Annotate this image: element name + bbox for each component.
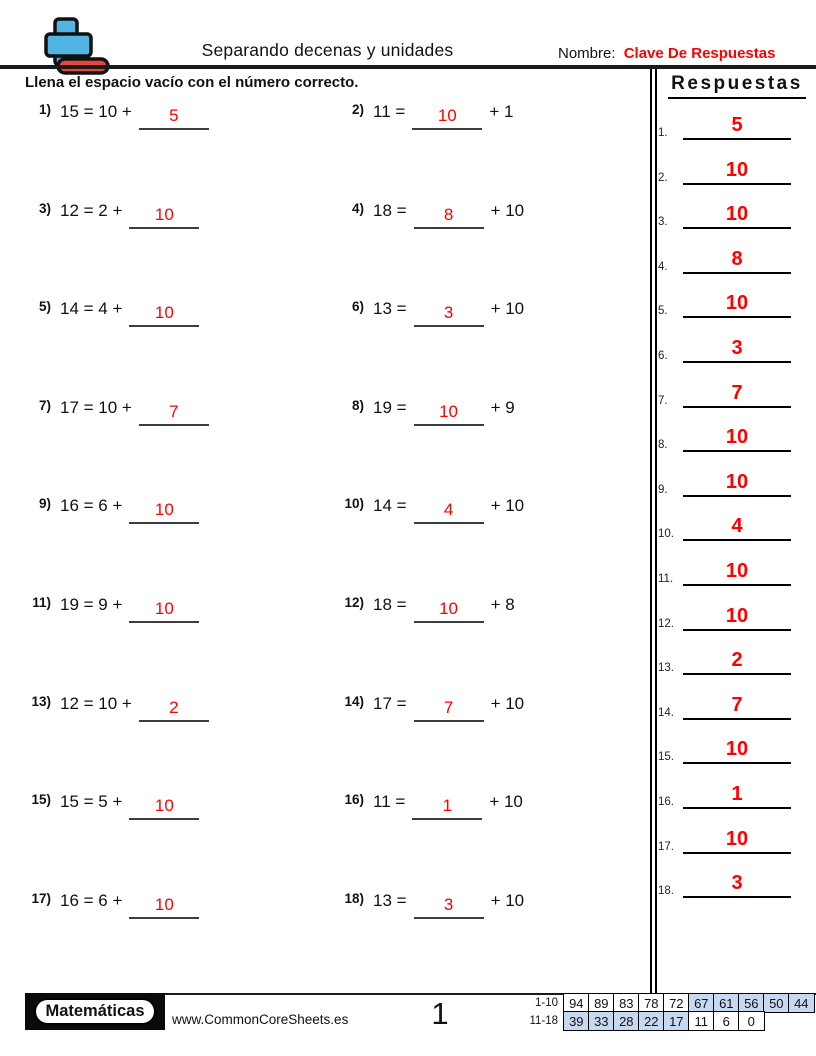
equation-left: 16 = 6 + xyxy=(60,496,123,515)
problem-number: 15) xyxy=(31,792,51,807)
score-cell: 61 xyxy=(713,993,740,1013)
answer-line xyxy=(683,378,791,408)
answer-row xyxy=(658,469,808,497)
score-range-label: 1-10 xyxy=(534,997,558,1009)
problem-item xyxy=(338,693,524,722)
score-cell: 0 xyxy=(738,1011,765,1031)
equation-left: 15 = 5 + xyxy=(60,792,123,811)
equation-left: 14 = xyxy=(373,496,407,515)
answer-number: 10. xyxy=(658,528,674,540)
answer-value: 10 xyxy=(725,605,749,627)
equation-right: + 10 xyxy=(490,694,525,713)
brand-box xyxy=(25,993,165,1030)
problem-item xyxy=(25,693,216,722)
answer-row xyxy=(658,380,808,408)
answer-blank xyxy=(412,101,482,130)
answer-number: 3. xyxy=(658,216,668,228)
answer-line xyxy=(683,288,791,318)
problem-item xyxy=(25,200,206,229)
score-cells xyxy=(563,993,815,1013)
score-cell: 44 xyxy=(788,993,815,1013)
answer-row xyxy=(658,424,808,452)
blank-answer-value: 10 xyxy=(154,599,174,618)
problem-number: 13) xyxy=(31,694,51,709)
answer-value: 10 xyxy=(725,471,749,493)
answer-value: 1 xyxy=(731,783,743,805)
brand-label: Matemáticas xyxy=(34,998,155,1025)
answer-number: 14. xyxy=(658,707,674,719)
answer-number: 13. xyxy=(658,662,674,674)
answer-value: 10 xyxy=(725,560,749,582)
website-text: www.CommonCoreSheets.es xyxy=(172,1012,349,1027)
score-cell: 89 xyxy=(588,993,615,1013)
problem-item xyxy=(25,101,216,130)
equation-right: + 10 xyxy=(490,201,525,220)
problem-number: 18) xyxy=(344,891,364,906)
answer-blank xyxy=(139,101,209,130)
answer-number: 2. xyxy=(658,172,668,184)
equation-left: 13 = xyxy=(373,891,407,910)
answer-value: 10 xyxy=(725,203,749,225)
answer-blank xyxy=(414,200,484,229)
score-cell: 39 xyxy=(563,1011,590,1031)
header-divider xyxy=(0,65,816,69)
page-number: 1 xyxy=(431,996,449,1031)
answer-number: 15. xyxy=(658,751,674,763)
score-cell: 67 xyxy=(688,993,715,1013)
answer-number: 6. xyxy=(658,350,668,362)
answer-blank xyxy=(129,495,199,524)
equation-left: 12 = 2 + xyxy=(60,201,123,220)
blank-answer-value: 10 xyxy=(154,205,174,224)
problem-number: 6) xyxy=(351,299,364,314)
equation-left: 16 = 6 + xyxy=(60,891,123,910)
answer-value: 4 xyxy=(731,515,743,537)
score-cell: 11 xyxy=(688,1011,715,1031)
equation-left: 17 = xyxy=(373,694,407,713)
answer-row xyxy=(658,558,808,586)
answer-blank xyxy=(414,495,484,524)
problem-item xyxy=(338,397,515,426)
answer-row xyxy=(658,603,808,631)
answer-value: 3 xyxy=(731,337,743,359)
problem-number: 14) xyxy=(344,694,364,709)
answer-number: 5. xyxy=(658,305,668,317)
equation-left: 19 = xyxy=(373,398,407,417)
answer-value: 5 xyxy=(731,114,743,136)
blank-answer-value: 5 xyxy=(169,106,179,125)
blank-answer-value: 10 xyxy=(154,303,174,322)
answer-number: 17. xyxy=(658,841,674,853)
answer-line xyxy=(683,244,791,274)
problem-item xyxy=(25,397,216,426)
answers-panel-header xyxy=(658,73,816,99)
equation-left: 18 = xyxy=(373,595,407,614)
answer-blank xyxy=(412,791,482,820)
problem-number: 9) xyxy=(38,496,51,511)
answer-value: 7 xyxy=(731,694,743,716)
answer-line xyxy=(683,779,791,809)
answer-row xyxy=(658,781,808,809)
blank-answer-value: 3 xyxy=(443,895,454,914)
answer-line xyxy=(683,199,791,229)
equation-left: 14 = 4 + xyxy=(60,299,123,318)
answer-number: 11. xyxy=(658,573,674,585)
equation-left: 19 = 9 + xyxy=(60,595,123,614)
answer-blank xyxy=(139,397,209,426)
problem-item xyxy=(25,594,206,623)
score-cell: 6 xyxy=(713,1011,740,1031)
equation-left: 18 = xyxy=(373,201,407,220)
problem-item xyxy=(25,495,206,524)
score-cell: 72 xyxy=(663,993,690,1013)
answer-blank xyxy=(414,693,484,722)
answer-blank xyxy=(129,200,199,229)
answer-line xyxy=(683,734,791,764)
answer-value: 10 xyxy=(725,828,749,850)
answers-panel-title: Respuestas xyxy=(668,73,806,99)
answer-blank xyxy=(414,890,484,919)
answer-number: 12. xyxy=(658,618,674,630)
equation-left: 15 = 10 + xyxy=(60,102,132,121)
score-cell: 17 xyxy=(663,1011,690,1031)
answer-blank xyxy=(129,594,199,623)
problem-number: 1) xyxy=(38,102,51,117)
blank-answer-value: 10 xyxy=(439,402,459,421)
blank-answer-value: 10 xyxy=(154,500,174,519)
answer-key-label: Clave De Respuestas xyxy=(623,45,776,62)
problem-item xyxy=(338,495,524,524)
blank-answer-value: 8 xyxy=(443,205,454,224)
problem-number: 5) xyxy=(38,299,51,314)
equation-left: 11 = xyxy=(373,792,406,811)
problem-number: 16) xyxy=(344,792,364,807)
equation-right: + 10 xyxy=(489,792,523,811)
blank-answer-value: 4 xyxy=(443,500,454,519)
problem-number: 3) xyxy=(38,201,51,216)
answer-value: 10 xyxy=(725,292,749,314)
equation-right: + 9 xyxy=(490,398,515,417)
answer-row xyxy=(658,335,808,363)
blank-answer-value: 10 xyxy=(437,106,457,125)
score-table xyxy=(470,993,815,1031)
answer-line xyxy=(683,155,791,185)
answer-blank xyxy=(414,594,484,623)
answer-line xyxy=(683,868,791,898)
answer-blank xyxy=(414,298,484,327)
equation-right: + 10 xyxy=(490,891,525,910)
answer-number: 7. xyxy=(658,395,668,407)
answer-line xyxy=(683,422,791,452)
score-cell: 22 xyxy=(638,1011,665,1031)
answer-row xyxy=(658,513,808,541)
equation-right: + 10 xyxy=(490,299,525,318)
score-cell: 56 xyxy=(738,993,765,1013)
problem-number: 10) xyxy=(344,496,364,511)
answer-line xyxy=(683,556,791,586)
equation-right: + 8 xyxy=(490,595,515,614)
equation-left: 11 = xyxy=(373,102,406,121)
blank-answer-value: 7 xyxy=(443,698,454,717)
problem-number: 8) xyxy=(351,398,364,413)
answer-line xyxy=(683,110,791,140)
equation-left: 13 = xyxy=(373,299,407,318)
answer-row xyxy=(658,870,808,898)
blank-answer-value: 3 xyxy=(443,303,454,322)
answer-line xyxy=(683,511,791,541)
equation-left: 17 = 10 + xyxy=(60,398,132,417)
answer-number: 1. xyxy=(658,127,668,139)
score-cell: 28 xyxy=(613,1011,640,1031)
instruction-text: Llena el espacio vacío con el número correcto. xyxy=(25,74,359,91)
problem-item xyxy=(338,200,524,229)
blank-answer-value: 2 xyxy=(169,698,179,717)
answer-number: 8. xyxy=(658,439,668,451)
blank-answer-value: 10 xyxy=(439,599,459,618)
answer-row xyxy=(658,826,808,854)
score-cell: 78 xyxy=(638,993,665,1013)
answer-line xyxy=(683,333,791,363)
answer-number: 16. xyxy=(658,796,674,808)
equation-right: + 1 xyxy=(489,102,514,121)
problem-item xyxy=(338,791,523,820)
blank-answer-value: 10 xyxy=(154,895,174,914)
score-row xyxy=(470,993,815,1013)
equation-left: 12 = 10 + xyxy=(60,694,132,713)
answer-number: 4. xyxy=(658,261,668,273)
answer-line xyxy=(683,467,791,497)
score-cell: 94 xyxy=(563,993,590,1013)
blank-answer-value: 1 xyxy=(442,796,453,815)
answer-row xyxy=(658,290,808,318)
answer-row xyxy=(658,112,808,140)
answer-blank xyxy=(129,298,199,327)
problem-item xyxy=(25,298,206,327)
answer-blank xyxy=(139,693,209,722)
problem-item xyxy=(338,101,513,130)
problem-item xyxy=(25,791,206,820)
equation-right: + 10 xyxy=(490,496,525,515)
answers-panel-divider xyxy=(650,69,657,993)
blank-answer-value: 7 xyxy=(169,402,179,421)
answer-line xyxy=(683,824,791,854)
answer-value: 10 xyxy=(725,738,749,760)
problem-item xyxy=(25,890,206,919)
score-row xyxy=(470,1011,815,1031)
problem-item xyxy=(338,594,515,623)
answer-row xyxy=(658,736,808,764)
problem-number: 11) xyxy=(32,595,51,610)
problem-item xyxy=(338,890,524,919)
answer-value: 10 xyxy=(725,159,749,181)
name-row xyxy=(558,45,775,62)
problem-number: 4) xyxy=(351,201,364,216)
score-cell: 33 xyxy=(588,1011,615,1031)
answer-number: 18. xyxy=(658,885,674,897)
score-cells xyxy=(563,1011,765,1031)
problem-number: 7) xyxy=(38,398,51,413)
problem-number: 2) xyxy=(351,102,364,117)
score-cell: 83 xyxy=(613,993,640,1013)
answer-value: 7 xyxy=(731,382,743,404)
score-range-label: 11-18 xyxy=(529,1015,558,1028)
answer-row xyxy=(658,157,808,185)
answer-value: 2 xyxy=(731,649,743,671)
score-cell: 50 xyxy=(763,993,790,1013)
problem-item xyxy=(338,298,524,327)
answer-blank xyxy=(129,890,199,919)
answer-blank xyxy=(414,397,484,426)
answer-row xyxy=(658,647,808,675)
answer-number: 9. xyxy=(658,484,668,496)
answer-line xyxy=(683,645,791,675)
answer-value: 3 xyxy=(731,872,743,894)
answer-row xyxy=(658,692,808,720)
problem-number: 17) xyxy=(31,891,51,906)
answer-value: 8 xyxy=(731,248,743,270)
answer-line xyxy=(683,690,791,720)
answer-value: 10 xyxy=(725,426,749,448)
name-label: Nombre: xyxy=(558,45,616,62)
answer-line xyxy=(683,601,791,631)
answer-row xyxy=(658,201,808,229)
page-title: Separando decenas y unidades xyxy=(201,40,454,60)
answer-row xyxy=(658,246,808,274)
answer-blank xyxy=(129,791,199,820)
problem-number: 12) xyxy=(344,595,364,610)
blank-answer-value: 10 xyxy=(154,796,174,815)
